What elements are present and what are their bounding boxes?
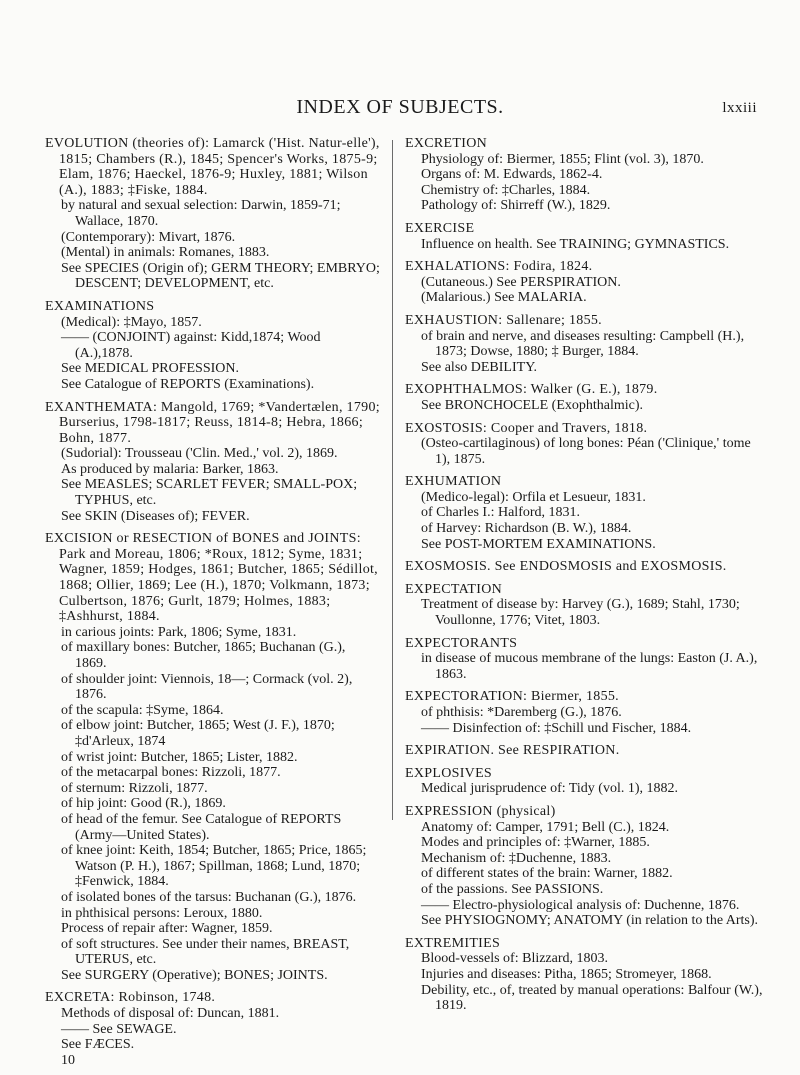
entry-heading: EXTREMITIES [405, 935, 501, 951]
entry-subline: of sternum: Rizzoli, 1877. [61, 780, 208, 796]
entry-subline: of wrist joint: Butcher, 1865; Lister, 1882. [61, 749, 298, 765]
entry-subline: of different states of the brain: Warner, 1882. [421, 866, 673, 882]
entry-heading: EXPIRATION. See RESPIRATION. [405, 743, 620, 759]
entry-subline: in carious joints: Park, 1806; Syme, 1831. [61, 624, 297, 640]
index-entry [45, 990, 380, 1068]
entry-subline: Medical jurisprudence of: Tidy (vol. 1), 1882. [421, 781, 679, 797]
entry-subline: of shoulder joint: Viennois, 18—; Cormack (vol. 2), 1876. [61, 671, 353, 703]
entry-subline: of Harvey: Richardson (B. W.), 1884. [421, 521, 632, 537]
entry-heading: EXCRETION [405, 136, 488, 151]
entry-subline: Debility, etc., of, treated by manual operations: Balfour (W.), 1819. [421, 982, 763, 1014]
entry-heading: EXERCISE [405, 220, 475, 236]
entry-subline: of the passions. See PASSIONS. [421, 881, 604, 897]
entry-subline: Injuries and diseases: Pitha, 1865; Stromeyer, 1868. [421, 966, 712, 982]
entry-subline: See SPECIES (Origin of); GERM THEORY; EMBRYO; DESCENT; DEVELOPMENT, etc. [61, 260, 380, 292]
entry-heading: EXHUMATION [405, 474, 502, 490]
entry-subline: of head of the femur. See Catalogue of REPORTS (Army—United States). [61, 811, 342, 843]
entry-heading: EXCISION or RESECTION of BONES and JOINTS: Park and Moreau, 1806; *Roux, 1812; Syme, 1831; Wagner, 1859; Hodges, 1861; Butcher, 1865; Sédillot, 1868; Ollier, 1869; Lee (H.), 1870; Volkmann, 1873; Culbertson, 1876; Gurlt, 1879; Holmes, 1883; ‡Ashhurst, 1884. [45, 531, 378, 625]
entry-heading: EXHALATIONS: Fodira, 1824. [405, 259, 593, 275]
entry-subline: See SURGERY (Operative); BONES; JOINTS. [61, 967, 328, 983]
entry-subline: of the scapula: ‡Syme, 1864. [61, 702, 224, 718]
index-entry [405, 743, 765, 759]
left-column [45, 136, 380, 1075]
entry-heading: EXANTHEMATA: Mangold, 1769; *Vandertælen, 1790; Burserius, 1798-1817; Reuss, 1814-8; Hebra, 1866; Bohn, 1877. [45, 399, 380, 446]
index-entry [405, 582, 765, 629]
entry-heading: EXHAUSTION: Sallenare; 1855. [405, 312, 602, 328]
entry-subline: in disease of mucous membrane of the lungs: Easton (J. A.), 1863. [421, 651, 758, 682]
entry-subline: (Malarious.) See MALARIA. [421, 290, 587, 306]
entry-subline: of knee joint: Keith, 1854; Butcher, 1865; Price, 1865; Watson (P. H.), 1867; Spillman, 1868; Lund, 1870; ‡Fenwick, 1884. [61, 843, 367, 890]
entry-subline: Treatment of disease by: Harvey (G.), 1689; Stahl, 1730; Voullonne, 1776; Vitet, 1803. [421, 597, 740, 629]
entry-subline: As produced by malaria: Barker, 1863. [61, 461, 279, 477]
entry-subline: (Osteo-cartilaginous) of long bones: Péan ('Clinique,' tome 1), 1875. [421, 436, 751, 467]
entry-subline: of hip joint: Good (R.), 1869. [61, 796, 226, 812]
entry-subline: —— See SEWAGE. [61, 1021, 177, 1037]
entry-subline: in phthisical persons: Leroux, 1880. [61, 905, 263, 921]
entry-subline: (Medical): ‡Mayo, 1857. [61, 314, 202, 330]
entry-subline: of brain and nerve, and diseases resulting: Campbell (H.), 1873; Dowse, 1880; ‡ Burger, 1884. [421, 328, 745, 360]
entry-heading: EXPECTORATION: Biermer, 1855. [405, 689, 619, 705]
index-entry [45, 136, 380, 292]
index-entry [405, 259, 765, 306]
entry-subline: Methods of disposal of: Duncan, 1881. [61, 1006, 280, 1022]
right-column [405, 136, 765, 1021]
entry-subline: by natural and sexual selection: Darwin, 1859-71; Wallace, 1870. [61, 198, 341, 229]
entry-subline: (Contemporary): Mivart, 1876. [61, 229, 236, 245]
entry-subline: (Medico-legal): Orfila et Lesueur, 1831. [421, 489, 646, 505]
index-entry [405, 936, 765, 1014]
entry-subline: See MEASLES; SCARLET FEVER; SMALL-POX; TYPHUS, etc. [61, 477, 358, 509]
entry-subline: Physiology of: Biermer, 1855; Flint (vol. 3), 1870. [421, 151, 704, 167]
entry-subline: See Catalogue of REPORTS (Examinations). [61, 376, 315, 392]
index-entry [405, 421, 765, 468]
entry-subline: of maxillary bones: Butcher, 1865; Buchanan (G.), 1869. [61, 640, 346, 671]
index-entry [405, 382, 765, 413]
entry-heading: EXPECTORANTS [405, 635, 518, 651]
entry-subline: Pathology of: Shirreff (W.), 1829. [421, 198, 611, 214]
entry-subline: See FÆCES. [61, 1037, 135, 1053]
page-header [0, 96, 800, 122]
entry-subline: See also DEBILITY. [421, 359, 537, 375]
entry-heading: EXOPHTHALMOS: Walker (G. E.), 1879. [405, 382, 658, 398]
entry-subline: —— (CONJOINT) against: Kidd,1874; Wood (A.),1878. [61, 330, 321, 361]
index-entry [405, 766, 765, 797]
index-entry [45, 531, 380, 983]
index-entry [405, 136, 765, 214]
entry-subline: 10 [61, 1052, 75, 1068]
entry-subline: Mechanism of: ‡Duchenne, 1883. [421, 850, 612, 866]
index-entry [405, 804, 765, 929]
entry-subline: of Charles I.: Halford, 1831. [421, 505, 581, 521]
entry-subline: Organs of: M. Edwards, 1862-4. [421, 167, 603, 183]
entry-subline: Blood-vessels of: Blizzard, 1803. [421, 951, 609, 967]
index-entry [405, 474, 765, 552]
entry-subline: —— Electro-physiological analysis of: Duchenne, 1876. [421, 897, 740, 913]
entry-subline: (Sudorial): Trousseau ('Clin. Med.,' vol. 2), 1869. [61, 446, 338, 462]
entry-subline: See SKIN (Diseases of); FEVER. [61, 508, 250, 524]
entry-subline: See MEDICAL PROFESSION. [61, 361, 239, 377]
entry-subline: See POST-MORTEM EXAMINATIONS. [421, 536, 656, 552]
index-entry [405, 689, 765, 736]
entry-subline: of isolated bones of the tarsus: Buchanan (G.), 1876. [61, 889, 357, 905]
entry-subline: (Mental) in animals: Romanes, 1883. [61, 245, 270, 261]
entry-subline: of soft structures. See under their names, BREAST, UTERUS, etc. [61, 936, 350, 968]
entry-heading: EXPRESSION (physical) [405, 803, 556, 819]
entry-subline: Chemistry of: ‡Charles, 1884. [421, 182, 591, 198]
index-entry [405, 559, 765, 575]
entry-subline: —— Disinfection of: ‡Schill und Fischer, 1884. [421, 720, 692, 736]
index-entry [45, 299, 380, 393]
entry-heading: EXAMINATIONS [45, 298, 155, 314]
index-entry [405, 636, 765, 683]
entry-heading: EXPLOSIVES [405, 765, 493, 781]
column-divider [392, 140, 393, 820]
entry-subline: See BRONCHOCELE (Exophthalmic). [421, 397, 644, 413]
entry-heading: EXCRETA: Robinson, 1748. [45, 990, 216, 1006]
page-title: INDEX OF SUBJECTS. [296, 96, 504, 118]
entry-subline: Process of repair after: Wagner, 1859. [61, 921, 273, 937]
entry-heading: EXOSMOSIS. See ENDOSMOSIS and EXOSMOSIS. [405, 559, 727, 575]
entry-heading: EXPECTATION [405, 581, 503, 597]
index-entry [405, 313, 765, 375]
entry-subline: Influence on health. See TRAINING; GYMNASTICS. [421, 236, 730, 252]
entry-subline: of the metacarpal bones: Rizzoli, 1877. [61, 765, 281, 781]
page-number: lxxiii [722, 100, 757, 116]
entry-heading: EXOSTOSIS: Cooper and Travers, 1818. [405, 420, 648, 436]
entry-subline: of phthisis: *Daremberg (G.), 1876. [421, 705, 622, 720]
entry-subline: See PHYSIOGNOMY; ANATOMY (in relation to the Arts). [421, 913, 759, 929]
index-entry [45, 400, 380, 525]
entry-subline: Modes and principles of: ‡Warner, 1885. [421, 835, 650, 851]
entry-subline: Anatomy of: Camper, 1791; Bell (C.), 1824. [421, 819, 670, 835]
entry-subline: of elbow joint: Butcher, 1865; West (J. F.), 1870; ‡d'Arleux, 1874 [61, 718, 335, 749]
entry-heading: EVOLUTION (theories of): Lamarck ('Hist. Natur-elle'), 1815; Chambers (R.), 1845; Spencer's Works, 1875-9; Elam, 1876; Haeckel, 1876-9; Huxley, 1881; Wilson (A.), 1883; ‡Fiske, 1884. [45, 136, 380, 198]
index-entry [405, 221, 765, 252]
entry-subline: (Cutaneous.) See PERSPIRATION. [421, 274, 621, 290]
